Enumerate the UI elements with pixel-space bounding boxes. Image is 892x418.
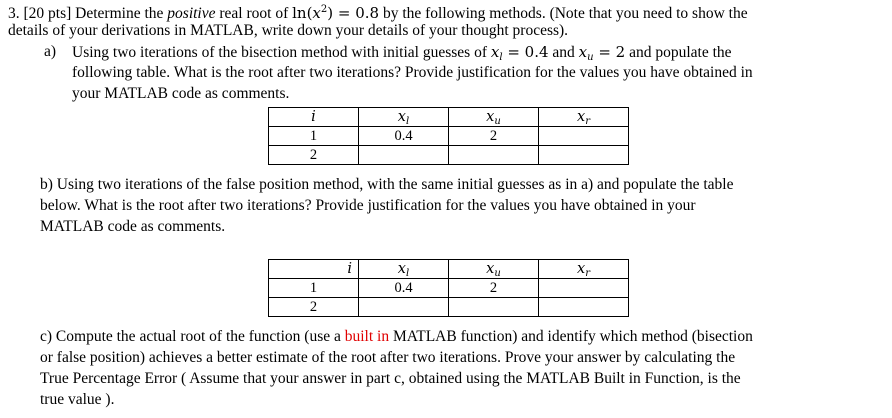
cell-xu: 2 bbox=[449, 279, 539, 298]
table-header-row bbox=[269, 260, 629, 279]
header-xl: $x_l$ bbox=[359, 260, 449, 279]
question-line-1: 3. [20 pts] Determine the positive real root of $\ln(x^2) = 0.8$ by the following methods. (Note that you need to show the bbox=[8, 4, 748, 22]
built-in-highlight: built in bbox=[344, 328, 390, 345]
cell-xu bbox=[449, 146, 539, 165]
part-a-line-1: Using two iterations of the bisection method with initial guesses of $x_l = 0.4$ and $x_u = 2$ and populate the bbox=[72, 43, 732, 63]
table-row bbox=[269, 279, 629, 298]
question-points: [20 pts] bbox=[23, 5, 72, 22]
cell-i: 1 bbox=[269, 127, 359, 146]
cell-xr bbox=[539, 127, 629, 146]
header-i: i bbox=[269, 108, 359, 127]
cell-xu bbox=[449, 298, 539, 317]
header-xr: $x_r$ bbox=[539, 260, 629, 279]
table-a bbox=[268, 107, 629, 165]
header-xr: $x_r$ bbox=[539, 108, 629, 127]
header-xu: $x_u$ bbox=[449, 260, 539, 279]
cell-xr bbox=[539, 279, 629, 298]
part-c-line-2: or false position) achieves a better estimate of the root after two iterations. Prove your answer by calculating the bbox=[40, 349, 736, 366]
header-xl: $x_l$ bbox=[359, 108, 449, 127]
table-row bbox=[269, 127, 629, 146]
cell-xl bbox=[359, 298, 449, 317]
part-a-line-3: your MATLAB code as comments. bbox=[72, 85, 290, 102]
header-xu: $x_u$ bbox=[449, 108, 539, 127]
cell-xl: 0.4 bbox=[359, 127, 449, 146]
cell-i: 1 bbox=[269, 279, 359, 298]
part-c-line-4: true value ). bbox=[40, 391, 115, 408]
equation: $\ln(x^2) = 0.8$ bbox=[292, 4, 380, 22]
part-c-label: c) bbox=[40, 328, 53, 345]
emphasis-positive: positive bbox=[167, 5, 216, 22]
cell-xl: 0.4 bbox=[359, 279, 449, 298]
part-b-line-1: b) Using two iterations of the false position method, with the same initial guesses as in a) and populate the table bbox=[40, 176, 734, 193]
part-a-label: a) bbox=[44, 43, 57, 60]
cell-xr bbox=[539, 146, 629, 165]
table-b bbox=[268, 259, 629, 317]
part-c-line-1: c) Compute the actual root of the function (use a built in MATLAB function) and identify which method (bisection bbox=[40, 328, 753, 345]
part-c-line-3: True Percentage Error ( Assume that your answer in part c, obtained using the MATLAB Built in Function, is the bbox=[40, 370, 741, 387]
cell-xu: 2 bbox=[449, 127, 539, 146]
table-header-row bbox=[269, 108, 629, 127]
part-b-line-3: MATLAB code as comments. bbox=[40, 218, 226, 235]
cell-xl bbox=[359, 146, 449, 165]
table-row bbox=[269, 146, 629, 165]
cell-xr bbox=[539, 298, 629, 317]
cell-i: 2 bbox=[269, 298, 359, 317]
cell-i: 2 bbox=[269, 146, 359, 165]
question-line-2: details of your derivations in MATLAB, write down your details of your thought process). bbox=[8, 22, 569, 39]
part-a-line-2: following table. What is the root after two iterations? Provide justification for the values you have obtained in bbox=[72, 64, 753, 81]
table-row bbox=[269, 298, 629, 317]
part-b-label: b) bbox=[40, 176, 53, 193]
header-i: i bbox=[269, 260, 359, 279]
part-b-line-2: below. What is the root after two iterations? Provide justification for the values you have obtained in your bbox=[40, 197, 696, 214]
question-number: 3. bbox=[8, 5, 20, 22]
